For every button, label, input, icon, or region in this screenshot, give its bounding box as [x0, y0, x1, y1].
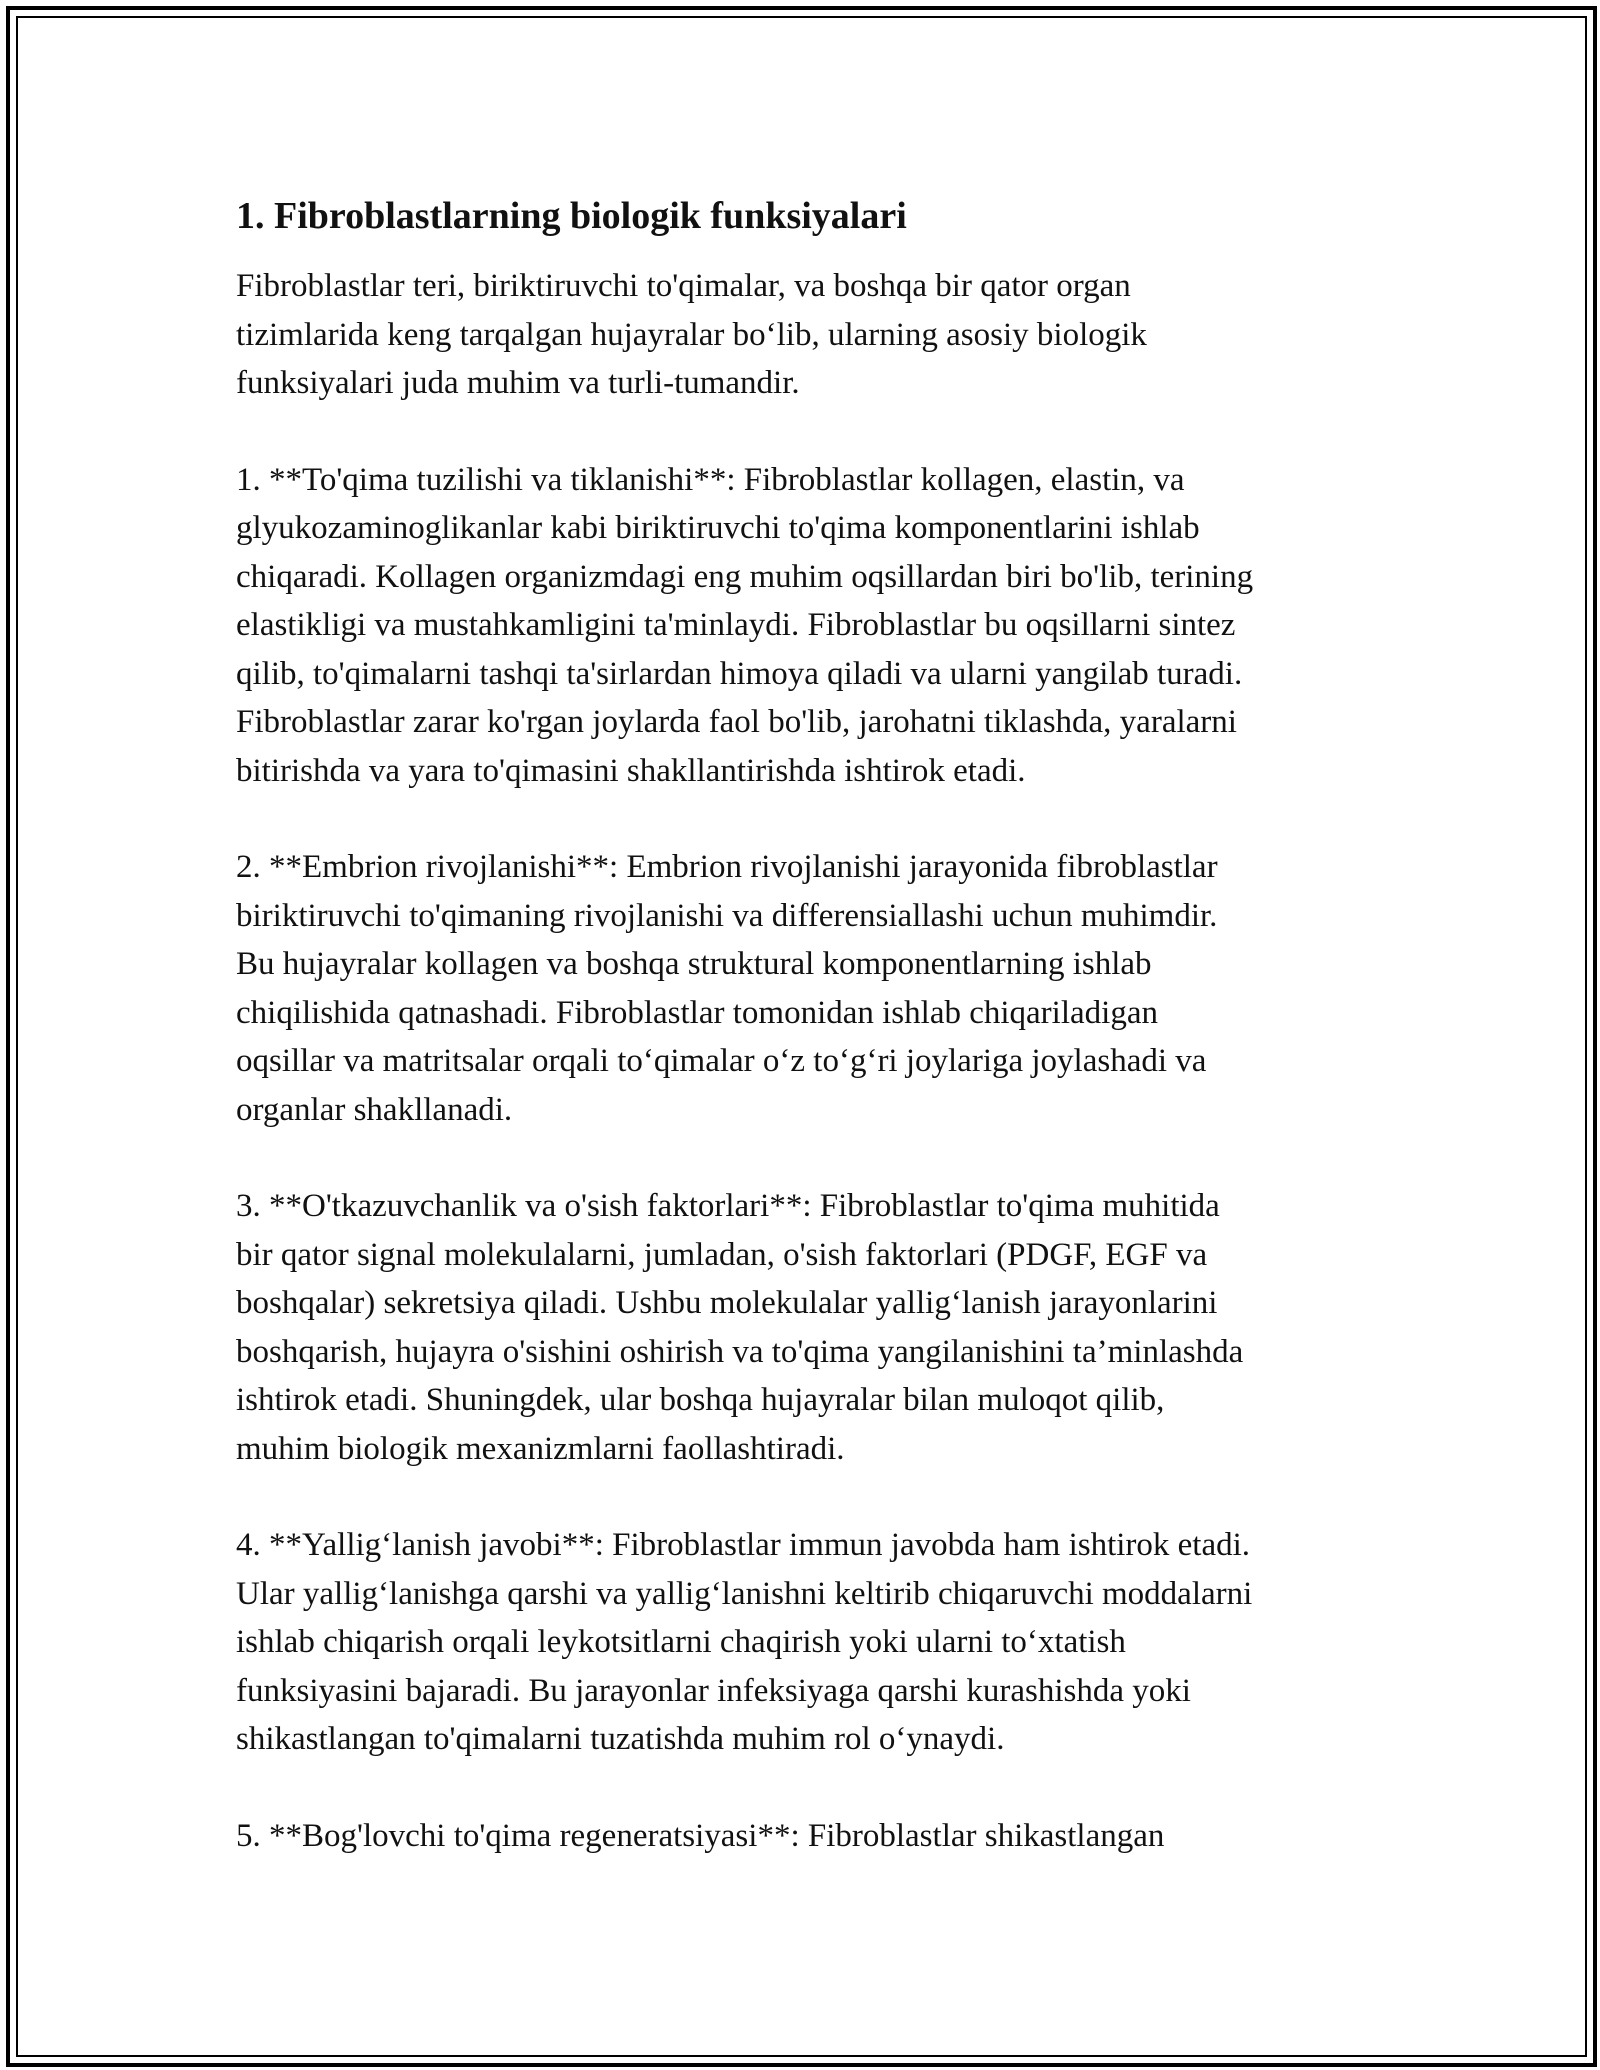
paragraph-line: glyukozaminoglikanlar kabi biriktiruvchi to'qima komponentlarini ishlab [236, 510, 1200, 546]
list-item-tissue-structure [236, 456, 1376, 796]
paragraph-line: Ular yallig‘lanishga qarshi va yallig‘lanishni keltirib chiqaruvchi moddalarni [236, 1575, 1253, 1612]
paragraph-line: 2. **Embrion rivojlanishi**: Embrion rivojlanishi jarayonida fibroblastlar [236, 849, 1218, 885]
paragraph-line: 4. **Yallig‘lanish javobi**: Fibroblastlar immun javobda ham ishtirok etadi. [236, 1527, 1251, 1563]
list-item-regeneration [236, 1812, 1376, 1861]
section-heading: 1. Fibroblastlarning biologik funksiyalari [236, 195, 907, 237]
paragraph-line: boshqarish, hujayra o'sishini oshirish va to'qima yangilanishini ta’minlashda [236, 1333, 1244, 1370]
paragraph-line: bitirishda va yara to'qimasini shakllantirishda ishtirok etadi. [236, 752, 1026, 789]
paragraph-line: organlar shakllanadi. [236, 1091, 513, 1128]
paragraph-line: Bu hujayralar kollagen va boshqa struktural komponentlarning ishlab [236, 946, 1152, 982]
paragraph-line: ishlab chiqarish orqali leykotsitlarni chaqirish yoki ularni to‘xtatish [236, 1624, 1126, 1660]
paragraph-line: qilib, to'qimalarni tashqi ta'sirlardan himoya qiladi va ularni yangilab turadi. [236, 655, 1243, 692]
paragraph-line: 3. **O'tkazuvchanlik va o'sish faktorlari**: Fibroblastlar to'qima muhitida [236, 1188, 1220, 1224]
paragraph-line: tizimlarida keng tarqalgan hujayralar bo‘lib, ularning asosiy biologik [236, 316, 1147, 353]
intro-paragraph [236, 262, 1376, 408]
paragraph-line: Fibroblastlar teri, biriktiruvchi to'qimalar, va boshqa bir qator organ [236, 268, 1131, 304]
paragraph-line: biriktiruvchi to'qimaning rivojlanishi va differensiallashi uchun muhimdir. [236, 897, 1218, 934]
paragraph-line: 5. **Bog'lovchi to'qima regeneratsiyasi**: Fibroblastlar shikastlangan [236, 1817, 1165, 1854]
paragraph-line: chiqaradi. Kollagen organizmdagi eng muhim oqsillardan biri bo'lib, terining [236, 558, 1254, 595]
list-item-embryo-development [236, 843, 1376, 1134]
paragraph-line: chiqilishida qatnashadi. Fibroblastlar tomonidan ishlab chiqariladigan [236, 994, 1158, 1031]
paragraph-line: boshqalar) sekretsiya qiladi. Ushbu molekulalar yallig‘lanish jarayonlarini [236, 1285, 1218, 1321]
paragraph-line: funksiyalari juda muhim va turli-tumandir. [236, 365, 800, 401]
document-body [236, 188, 1376, 1908]
list-item-growth-factors [236, 1182, 1376, 1473]
paragraph-line: bir qator signal molekulalarni, jumladan, o'sish faktorlari (PDGF, EGF va [236, 1236, 1208, 1273]
list-item-inflammation [236, 1521, 1376, 1764]
paragraph-line: ishtirok etadi. Shuningdek, ular boshqa hujayralar bilan muloqot qilib, [236, 1382, 1165, 1418]
paragraph-line: muhim biologik mexanizmlarni faollashtiradi. [236, 1430, 845, 1467]
paragraph-line: elastikligi va mustahkamligini ta'minlaydi. Fibroblastlar bu oqsillarni sintez [236, 607, 1236, 643]
paragraph-line: shikastlangan to'qimalarni tuzatishda muhim rol o‘ynaydi. [236, 1721, 1005, 1757]
paragraph-line: Fibroblastlar zarar ko'rgan joylarda faol bo'lib, jarohatni tiklashda, yaralarni [236, 704, 1237, 740]
paragraph-line: oqsillar va matritsalar orqali to‘qimalar o‘z to‘g‘ri joylariga joylashadi va [236, 1043, 1207, 1079]
paragraph-line: funksiyasini bajaradi. Bu jarayonlar infeksiyaga qarshi kurashishda yoki [236, 1672, 1191, 1709]
paragraph-line: 1. **To'qima tuzilishi va tiklanishi**: Fibroblastlar kollagen, elastin, va [236, 461, 1185, 498]
